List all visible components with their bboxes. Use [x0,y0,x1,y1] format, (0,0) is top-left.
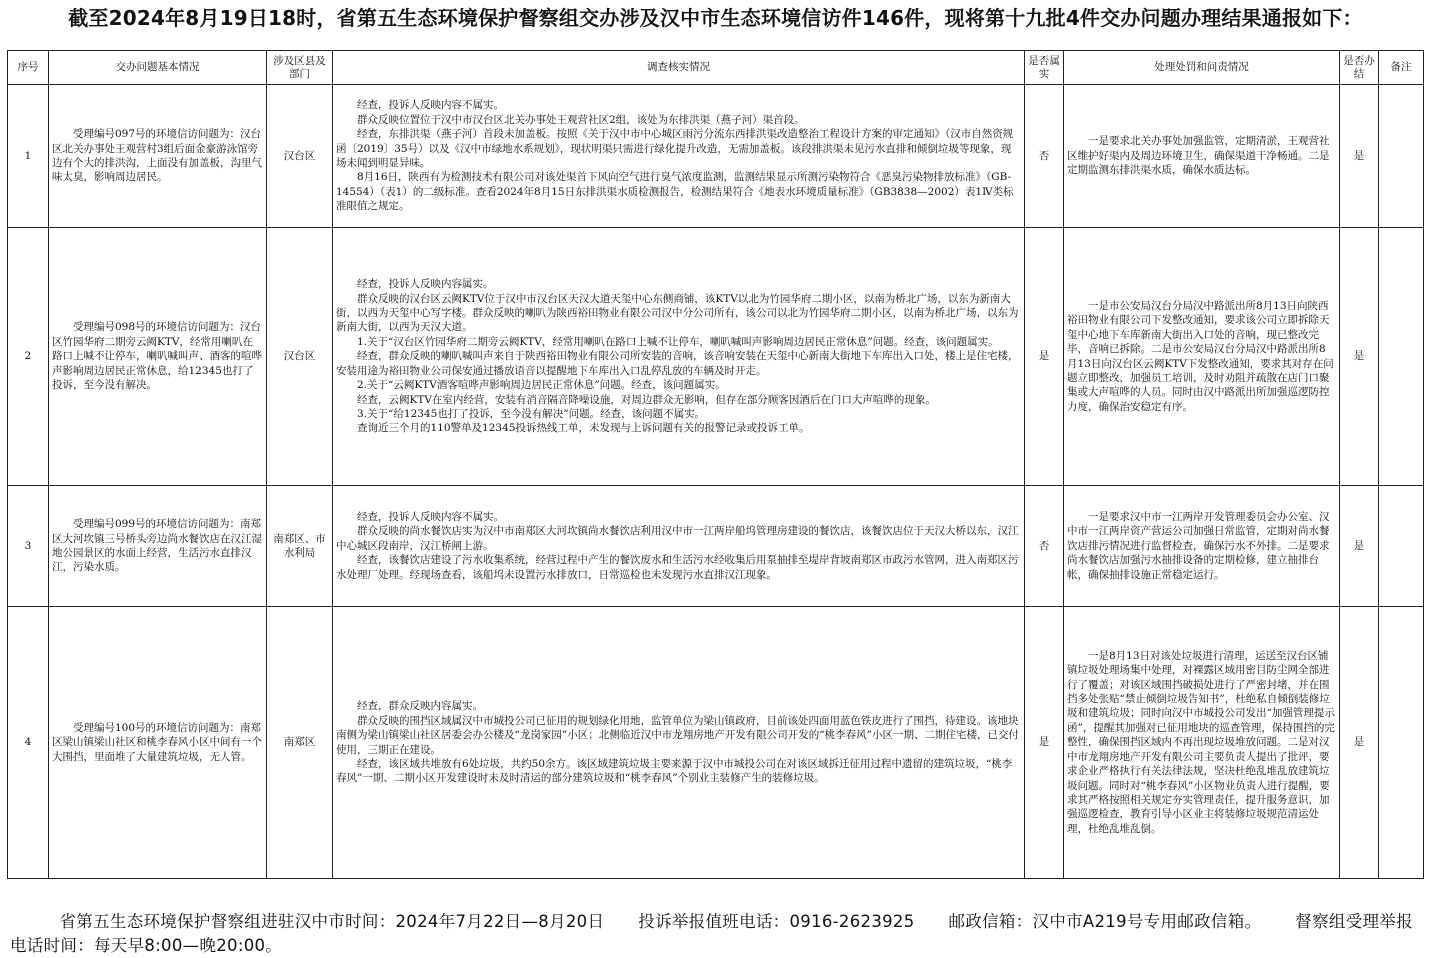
cell-district: 汉台区 [267,85,333,228]
investigation-paragraph: 群众反映的围挡区域属汉中市城投公司已征用的规划绿化用地，监管单位为梁山镇政府，目前该处四面用蓝色铁皮进行了围挡，待建设。该地块南侧为梁山镇梁山社区居委会办公楼及“龙岗家园”小区；北侧临近汉中市龙翔房地产开发有限公司开发的“桃李春风”小区一期、二期住宅楼，已交付使用，三期正在建设。 [336,714,1019,756]
header-remark: 备注 [1379,51,1424,85]
investigation-paragraph: 经查，投诉人反映内容不属实。 [357,99,504,112]
cell-done: 是 [1340,85,1379,228]
footer-mailbox: 邮政信箱：汉中市A219号专用邮政信箱。 [948,912,1262,931]
investigation-paragraph: 经查，群众反映内容属实。 [357,700,483,713]
cell-seq: 3 [8,486,49,607]
investigation-paragraph: 经查，云阙KTV在室内经营，安装有消音隔音降噪设施，对周边群众无影响，但存在部分顾客因酒后在门口大声喧哗的现象。 [357,393,936,406]
cell-is-true: 是 [1025,607,1064,879]
cell-is-true: 是 [1025,228,1064,486]
investigation-paragraph: 经查，群众反映的喇叭喊叫声来自于陕西裕田物业有限公司所安装的音响，该音响安装在天玺中心新南大街地下车库出入口处，楼上是住宅楼，安装用途为裕田物业公司保安通过播放语音以提醒地下车库出入口乱停乱放的车辆及时开走。 [336,350,1019,377]
table-row [8,486,1424,607]
header-basic: 交办问题基本情况 [49,51,267,85]
cell-measures: 一是要求北关办事处加强监管，定期清淤，王观营社区维护好渠内及周边环境卫生，确保渠道干净畅通。二是定期监测东排洪渠水质，确保水质达标。 [1064,85,1340,228]
investigation-paragraph: 经查，投诉人反映内容属实。 [357,278,494,291]
table-row [8,228,1424,486]
cell-done: 是 [1340,607,1379,879]
investigation-paragraph: 经查，该餐饮店建设了污水收集系统，经营过程中产生的餐饮废水和生活污水经收集后用泵抽排至堤岸背坡南郑区市政污水管网，进入南郑区污水处理厂处理。经现场查看，该船坞未设置污水排放口，日常巡检也未发现污水直排汉江现象。 [336,554,1019,581]
header-district: 涉及区县及部门 [267,51,333,85]
cell-measures: 一是市公安局汉台分局汉中路派出所8月13日向陕西裕田物业有限公司下发整改通知，要求该公司立即拆除天玺中心地下车库新南大街出入口处的音响，现已整改完毕，音响已拆除。二是市公安局汉台分局汉中路派出所8月13日向汉台区云阙KTV下发整改通知，要求其对存在问题立即整改，加强员工培训，及时劝阻并疏散在店门口聚集或大声喧哗的人员。同时由汉中路派出所加强巡逻防控力度，确保治安稳定有序。 [1064,228,1340,486]
header-true: 是否属实 [1025,51,1064,85]
footer-hotline: 投诉举报值班电话：0916-2623925 [638,912,915,931]
cell-district: 南郑区 [267,607,333,879]
cell-basic: 受理编号098号的环境信访问题为：汉台区竹园华府二期旁云阙KTV，经常用喇叭在路口上喊不让停车，喇叭喊叫声、酒客的喧哗声影响周边居民正常休息，给12345也打了投诉，至今没有解决。 [49,228,267,486]
cell-investigation [333,486,1025,607]
cell-basic: 受理编号099号的环境信访问题为：南郑区大河坎镇三号桥头旁边尚水餐饮店在汉江湿地公园景区的水面上经营，生活污水直排汉江，污染水质。 [49,486,267,607]
cell-remark [1379,228,1424,486]
cell-done: 是 [1340,228,1379,486]
cell-basic: 受理编号100号的环境信访问题为：南郑区梁山镇梁山社区和桃李春风小区中间有一个大围挡，里面堆了大量建筑垃圾，无人管。 [49,607,267,879]
cell-seq: 2 [8,228,49,486]
cell-seq: 1 [8,85,49,228]
footer-stay-time: 省第五生态环境保护督察组进驻汉中市时间：2024年7月22日—8月20日 [59,912,605,931]
footer-hours: 督察组受理举报电话时间：每天早8:00—晚20:00。 [10,912,1413,955]
cell-district: 南郑区、市水利局 [267,486,333,607]
investigation-paragraph: 经查，该区域共堆放有6处垃圾，共约50余方。该区域建筑垃圾主要来源于汉中市城投公司在对该区域拆迁征用过程中遗留的建筑垃圾，“桃李春风”一期、二期小区开发建设时未及时清运的部分建筑垃圾和“桃李春风”个别业主装修产生的装修垃圾。 [336,757,1013,785]
cell-investigation [333,607,1025,879]
cell-district: 汉台区 [267,228,333,486]
cell-remark [1379,486,1424,607]
header-done: 是否办结 [1340,51,1379,85]
cell-is-true: 否 [1025,486,1064,607]
cell-seq: 4 [8,607,49,879]
header-seq: 序号 [8,51,49,85]
investigation-paragraph: 查询近三个月的110警单及12345投诉热线工单，未发现与上诉问题有关的报警记录或投诉工单。 [357,422,810,435]
cell-remark [1379,85,1424,228]
footer-notice [10,910,1422,958]
cell-remark [1379,607,1424,879]
cell-investigation [333,85,1025,228]
report-table [7,50,1424,879]
cell-is-true: 否 [1025,85,1064,228]
investigation-paragraph: 群众反映位置位于汉中市汉台区北关办事处王观营社区2组，该处为东排洪渠（燕子河）渠首段。 [357,113,805,126]
table-row [8,85,1424,228]
cell-basic: 受理编号097号的环境信访问题为：汉台区北关办事处王观营村3组后面金豪游泳馆旁边有个大的排洪沟，上面没有加盖板，沟里气味太臭，影响周边居民。 [49,85,267,228]
header-measures: 处理处罚和问责情况 [1064,51,1340,85]
table-row [8,607,1424,879]
investigation-paragraph: 1.关于“汉台区竹园华府二期旁云阙KTV，经常用喇叭在路口上喊不让停车，喇叭喊叫声影响周边居民正常休息”问题。经查，该问题属实。 [357,335,999,348]
header-investigation: 调查核实情况 [333,51,1025,85]
cell-measures: 一是要求汉中市一江两岸开发管理委员会办公室、汉中市一江两岸资产营运公司加强日常监管，定期对尚水餐饮店排污情况进行监督检查，确保污水不外排。二是要求尚水餐饮店加强污水抽排设备的定期检修，建立抽排台帐，确保抽排设施正常稳定运行。 [1064,486,1340,607]
page-headline: 截至2024年8月19日18时，省第五生态环境保护督察组交办涉及汉中市生态环境信访件146件，现将第十九批4件交办问题办理结果通报如下： [68,6,1363,30]
investigation-paragraph: 经查，东排洪渠（燕子河）首段未加盖板。按照《关于汉中市中心城区雨污分流东西排洪渠改造整治工程设计方案的审定通知》（汉市自然资规函〔2019〕35号）以及《汉中市绿地水系规划》，现状明渠只需进行绿化提升改造，无需加盖板。该段排洪渠未见污水直排和倾倒垃圾等现象，现场未闻到明显异味。 [336,128,1014,169]
cell-investigation [333,228,1025,486]
investigation-paragraph: 3.关于“给12345也打了投诉，至今没有解决”问题。经查，该问题不属实。 [357,407,706,420]
table-header-row [8,51,1424,85]
cell-done: 是 [1340,486,1379,607]
investigation-paragraph: 群众反映的汉台区云阙KTV位于汉中市汉台区天汉大道天玺中心东侧商铺，该KTV以北为竹园华府二期小区，以南为桥北广场，以东为新南大街，以西为天玺中心写字楼。群众反映的喇叭为陕西裕田物业有限公司汉中分公司所有，该公司以北为竹园华府二期小区，以南为桥北广场，以东为新南大街，以西为天汉大道。 [336,292,1019,334]
cell-measures: 一是8月13日对该处垃圾进行清理，运送至汉台区铺镇垃圾处理场集中处理，对裸露区域用密目防尘网全部进行了覆盖；对该区域围挡破损处进行了严密封堵，并在围挡多处张贴“禁止倾倒垃圾告知书”，杜绝私自倾倒装修垃圾和建筑垃圾；同时向汉中市城投公司发出“加强管理提示函”，提醒其加强对已征用地块的巡查管理，保持围挡的完整性，确保围挡区域内不再出现垃圾堆放问题。二是对汉中市龙翔房地产开发有限公司主要负责人提出了批评，要求企业严格执行有关法律法规，坚决杜绝乱堆乱放建筑垃圾问题。同时对“桃李春风”小区物业负责人进行提醒，要求其严格按照相关规定夯实管理责任，提升服务意识，加强巡逻检查，教育引导小区业主将装修垃圾规范清运处理，杜绝乱堆乱倒。 [1064,607,1340,879]
investigation-paragraph: 经查，投诉人反映内容不属实。 [357,510,504,523]
investigation-paragraph: 群众反映的尚水餐饮店实为汉中市南郑区大河坎镇尚水餐饮店利用汉中市一江两岸船坞管理房建设的餐饮店，该餐饮店位于天汉大桥以东，汉江中心城区段南岸，汉江桥闸上游。 [336,525,1019,552]
investigation-paragraph: 2.关于“云阙KTV酒客喧哗声影响周边居民正常休息”问题。经查，该问题属实。 [357,379,726,392]
investigation-paragraph: 8月16日，陕西有为检测技术有限公司对该处渠首下风向空气进行臭气浓度监测，监测结果显示所测污染物符合《恶臭污染物排放标准》（GB-14554）（表1）的二级标准。查看2024年8月15日东排洪渠水质检测报告，检测结果符合《地表水环境质量标准》（GB3838—2002）表1Ⅳ类标准限值之规定。 [336,171,1014,213]
